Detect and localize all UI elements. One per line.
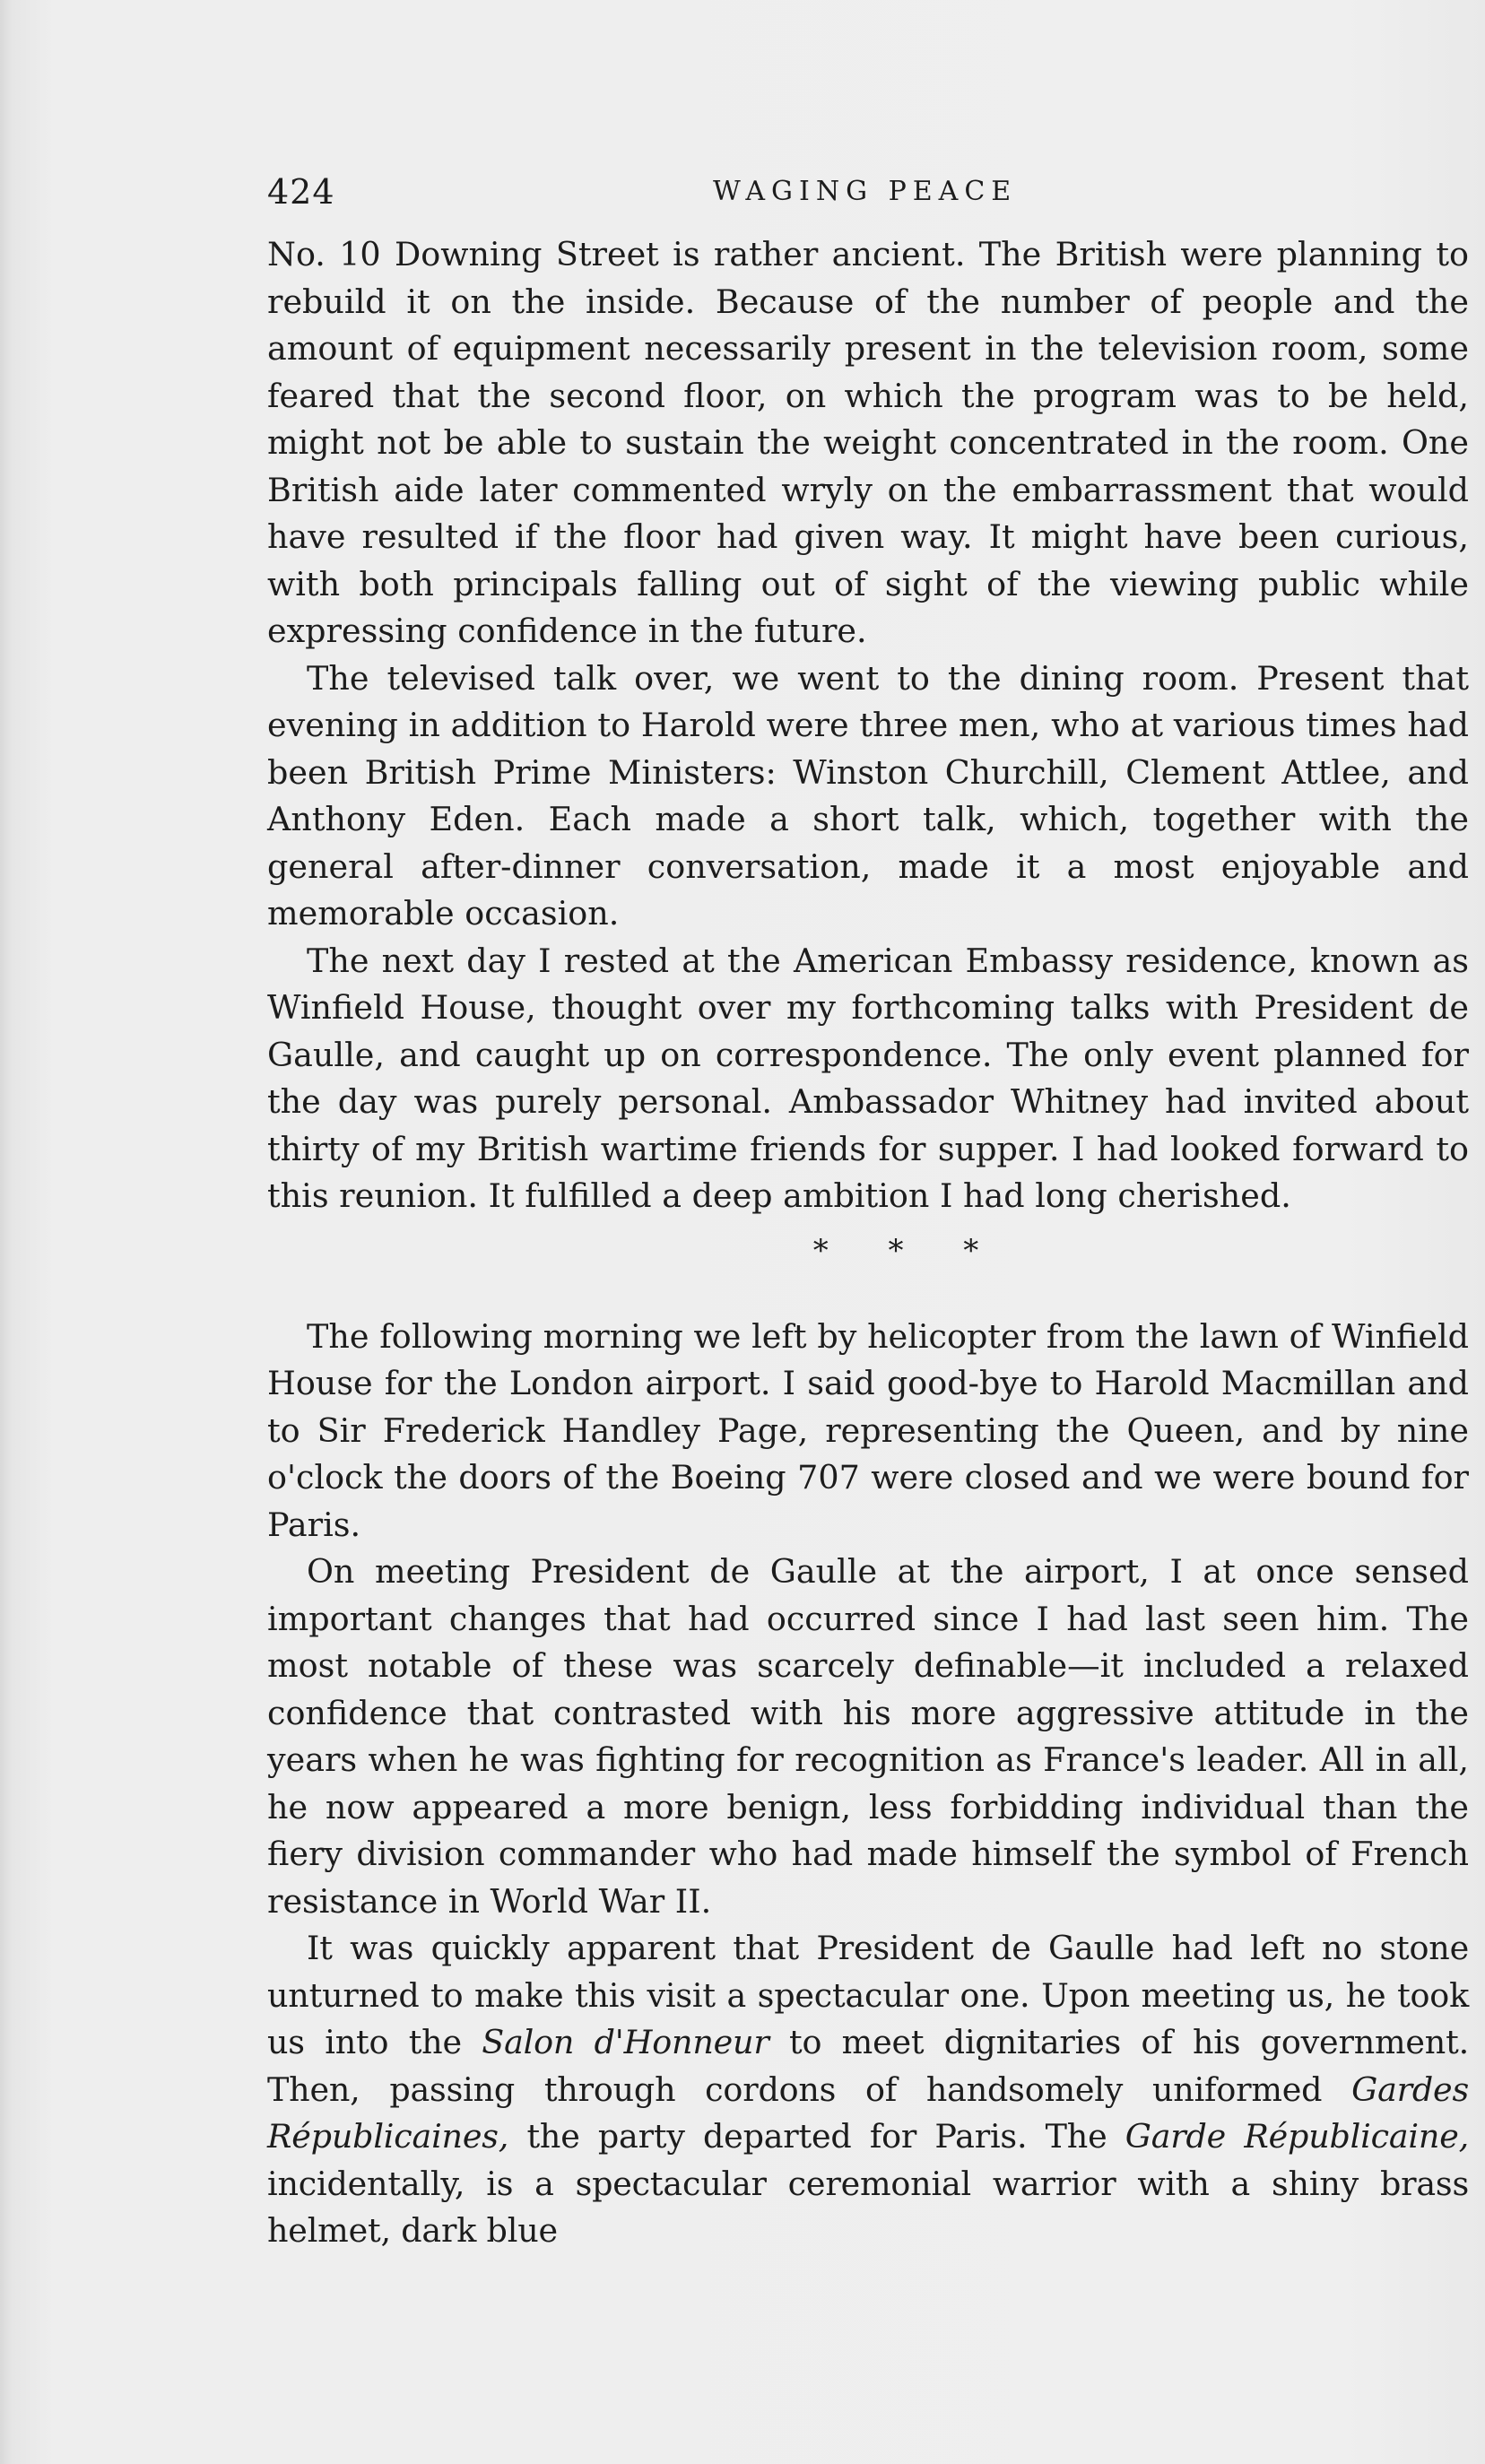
running-head: WAGING PEACE <box>713 176 1018 207</box>
paragraph-de-gaulle-meeting: On meeting President de Gaulle at the airport, I at once sensed important changes that had occurred since I had last seen him. The most notable of these was scarcely definable—it included a relaxed confidence that contrasted with his more aggressive attitude in the years when he was fighting for recognition as France's leader. All in all, he now appeared a more benign, less forbidding individual than the fiery division commander who had made himself the symbol of French resistance in World War II. <box>267 1552 1469 1921</box>
text-run: the party departed for Paris. The <box>508 2117 1125 2156</box>
paragraph-dining-room: The televised talk over, we went to the dining room. Present that evening in addition to Harold were three men, who at various times had been British Prime Ministers: Winston Churchill, Clement Attlee, and Anthony Eden. Each made a short talk, which, together with the general after-dinner conversation, made it a most enjoyable and memorable occasion. <box>267 658 1469 933</box>
text-run: to meet dignitaries of his government. Then, passing through cordons of handsomely uniformed <box>267 2023 1469 2109</box>
section-separator: * * * <box>812 1232 1004 1269</box>
italic-gardes-republicaines: Gardes Républicaines, <box>267 2069 1469 2156</box>
text-run: incidentally, is a spectacular ceremonial warrior with a shiny brass helmet, dark blue <box>267 2164 1469 2250</box>
paragraph-spectacular-visit <box>267 1925 1469 2255</box>
italic-salon-dhonneur: Salon d'Honneur <box>482 2023 769 2061</box>
paragraph-downing-street: No. 10 Downing Street is rather ancient. The British were planning to rebuild it on the inside. Because of the number of people and the amount of equipment necessarily present in the television room, some feared that the second floor, on which the program was to be held, might not be able to sustain the weight concentrated in the room. One British aide later commented wryly on the embarrassment that would have resulted if the floor had given way. It might have been curious, with both principals falling out of sight of the viewing public while expressing confidence in the future. <box>267 235 1469 650</box>
paragraph-departure: The following morning we left by helicopter from the lawn of Winfield House for the London airport. I said good-bye to Harold Macmillan and to Sir Frederick Handley Page, representing the Queen, and by nine o'clock the doors of the Boeing 707 were closed and we were bound for Paris. <box>267 1316 1469 1544</box>
paragraph-winfield-house: The next day I rested at the American Embassy residence, known as Winfield House, thought over my forthcoming talks with President de Gaulle, and caught up on correspondence. The only event planned for the day was purely personal. Ambassador Whitney had invited about thirty of my British wartime friends for supper. I had looked forward to this reunion. It fulfilled a deep ambition I had long cherished. <box>267 941 1469 1215</box>
body-text <box>267 231 1469 2255</box>
page-number: 424 <box>267 172 335 212</box>
text-run: It was quickly apparent that President de Gaulle had left no stone unturned to make this visit a spectacular one. Upon meeting us, he took us into the <box>267 1929 1469 2061</box>
italic-garde-republicaine: Garde Républicaine, <box>1125 2117 1469 2156</box>
page-header <box>267 172 1469 217</box>
